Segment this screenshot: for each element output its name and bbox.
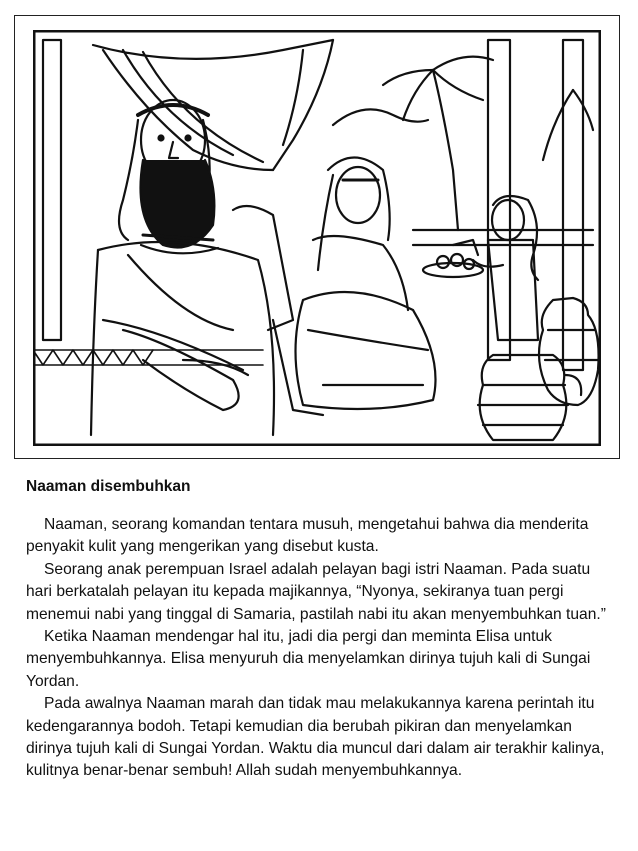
story-paragraph: Ketika Naaman mendengar hal itu, jadi dia pergi dan meminta Elisa untuk menyembuhkannya. Elisa menyuruh dia menyelamkan dirinya tujuh kali di Sungai Yordan. (26, 628, 591, 690)
illustration-frame (14, 15, 620, 459)
story-title: Naaman disembuhkan (26, 478, 191, 495)
story-text (26, 478, 616, 783)
story-paragraph: Seorang anak perempuan Israel adalah pelayan bagi istri Naaman. Pada suatu hari berkatalah pelayan itu kepada majikannya, “Nyonya, sekiranya tuan pergi menemui nabi yang tinggal di Samaria, pastilah nabi itu akan menyembuhkan tuan.” (26, 560, 606, 623)
illustration (33, 30, 601, 446)
naaman-figure (91, 100, 274, 435)
story-paragraph: Naaman, seorang komandan tentara musuh, mengetahui bahwa dia menderita penyakit kulit yang mengerikan yang disebut kusta. (26, 516, 589, 556)
curtain (93, 40, 333, 170)
hills (333, 109, 428, 125)
servant-girl-figure (423, 196, 538, 340)
story-paragraph: Pada awalnya Naaman marah dan tidak mau melakukannya karena perintah itu kedengarannya bodoh. Tetapi kemudian dia berubah pikiran dan menyelamkan dirinya tujuh kali di Sungai Yordan. Waktu dia muncul dari dalam air terakhir kalinya, kulitnya benar-benar sembuh! Allah sudah menyembuhkannya. (26, 695, 605, 780)
